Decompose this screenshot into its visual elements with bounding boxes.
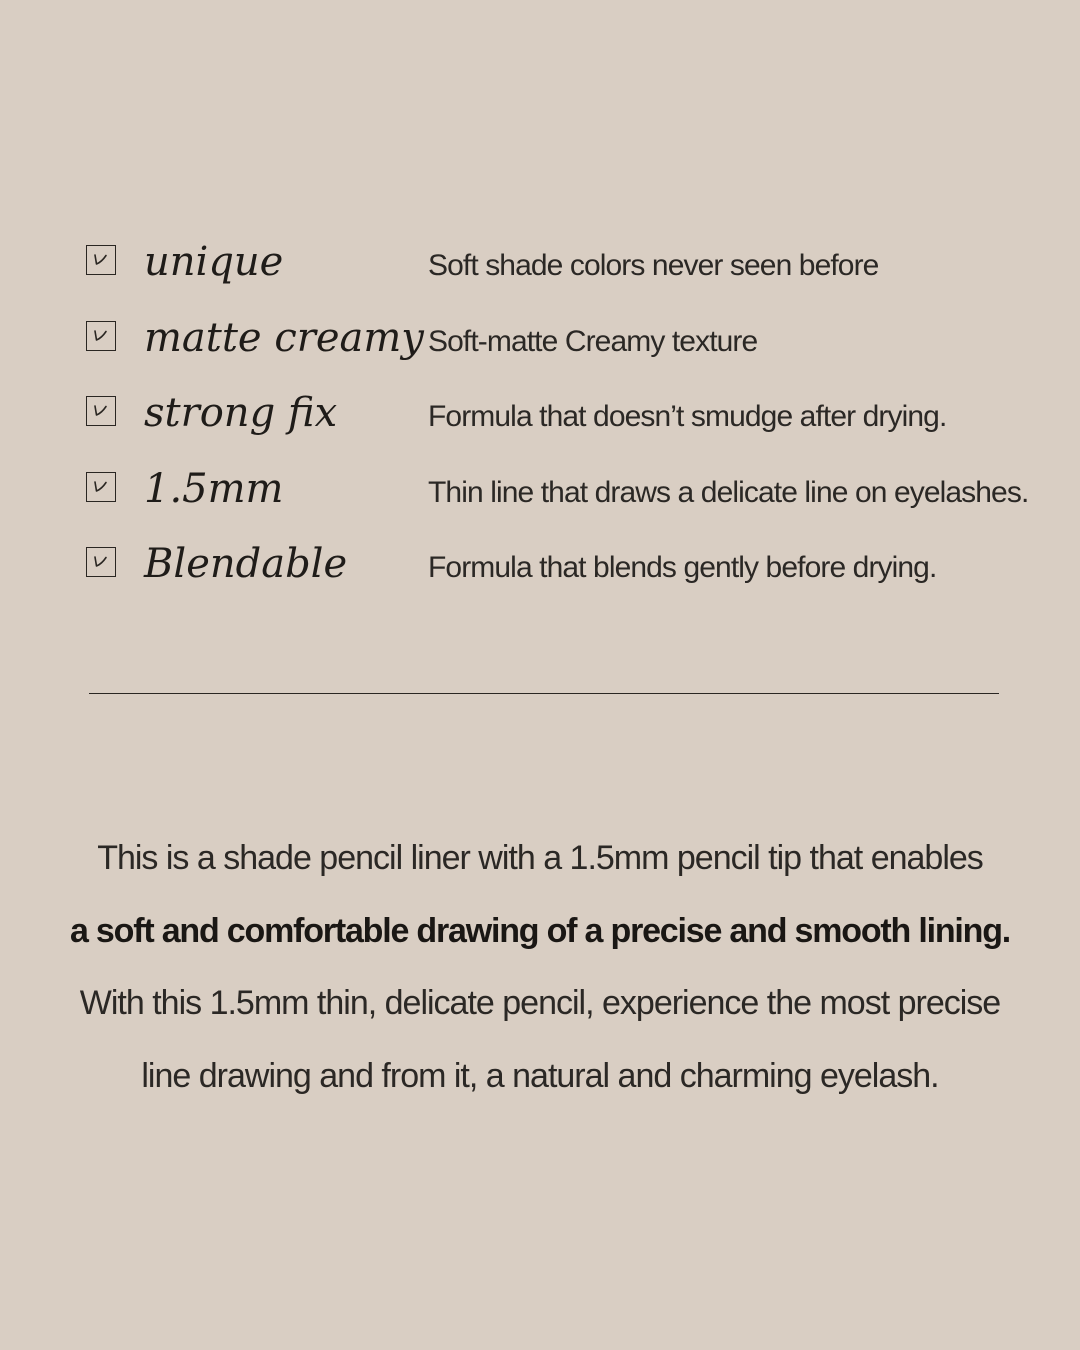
feature-name: Blendable (144, 541, 348, 587)
feature-row-blendable (86, 528, 1076, 604)
check-icon (86, 245, 116, 275)
check-icon (86, 547, 116, 577)
feature-list (86, 226, 1076, 604)
feature-description: Soft shade colors never seen before (428, 249, 879, 282)
feature-description: Formula that doesn’t smudge after drying. (428, 400, 947, 433)
description-line-2-emphasis: a soft and comfortable drawing of a precise and smooth lining. (69, 911, 1011, 950)
check-icon (86, 321, 116, 351)
feature-description: Thin line that draws a delicate line on eyelashes. (428, 475, 1029, 509)
description-line-4: line drawing and from it, a natural and charming eyelash. (141, 1056, 939, 1095)
feature-name: 1.5mm (144, 465, 284, 512)
check-icon (86, 472, 116, 502)
description-line-1: This is a shade pencil liner with a 1.5mm pencil tip that enables (97, 839, 983, 877)
divider-line (89, 693, 999, 694)
feature-name: unique (144, 239, 284, 285)
feature-row-1-5mm (86, 453, 1076, 529)
feature-name: matte creamy (144, 314, 424, 361)
feature-description: Soft-matte Creamy texture (428, 324, 758, 358)
feature-row-matte-creamy (86, 302, 1076, 378)
product-description (0, 822, 1080, 1112)
feature-row-unique (86, 226, 1076, 302)
feature-name: strong fix (144, 390, 338, 436)
feature-row-strong-fix (86, 377, 1076, 453)
check-icon (86, 396, 116, 426)
description-line-3: With this 1.5mm thin, delicate pencil, experience the most precise (79, 984, 1001, 1022)
feature-description: Formula that blends gently before drying. (428, 551, 937, 584)
